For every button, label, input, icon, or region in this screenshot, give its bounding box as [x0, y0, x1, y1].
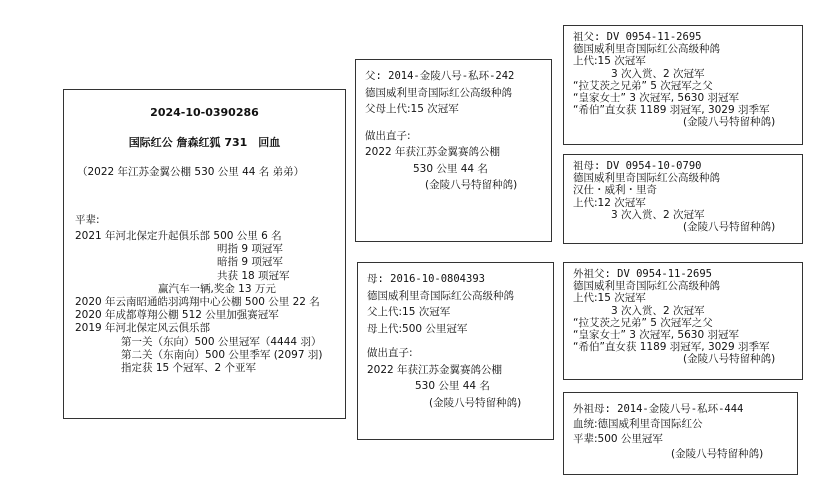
pedigree-line: “希伯”直女获 1189 羽冠军, 3029 羽季军	[573, 341, 770, 354]
mother-offspring-line: 530 公里 44 名	[415, 380, 490, 392]
maternal-grandmother-card	[563, 392, 798, 475]
pedigree-line: 3 次入赏、2 次冠军	[611, 208, 705, 221]
mother-strain: 德国威利里奇国际红公高级种鸽	[367, 289, 514, 302]
maternal-grandmother-loft: (金陵八号特留种鸽)	[671, 448, 764, 460]
pedigree-line: “希伯”直女获 1189 羽冠军, 3029 羽季军	[573, 104, 770, 117]
maternal-grandfather-card	[563, 262, 803, 380]
record-line: 赢汽车一辆,奖金 13 万元	[158, 282, 276, 295]
maternal-grandfather-ring: 外祖父: DV 0954-11-2695	[573, 268, 712, 280]
record-line: 共获 18 项冠军	[217, 269, 290, 282]
paternal-grandfather-card	[563, 25, 803, 145]
mother-offspring-line: 2022 年获江苏金翼赛鸽公棚	[367, 363, 503, 376]
pedigree-line: 德国威利里奇国际红公高级种鸽	[573, 280, 720, 293]
mother-ring-number: 母: 2016-10-0804393	[367, 273, 485, 285]
father-strain: 德国威利里奇国际红公高级种鸽	[365, 86, 512, 99]
subject-note: （2022 年江苏金翼公棚 530 公里 44 名 弟弟）	[77, 166, 305, 178]
mother-mother-record: 母上代:500 公里冠军	[367, 322, 468, 335]
father-offspring-line: 530 公里 44 名	[413, 162, 488, 175]
subject-ring-number: 2024-10-0390286	[150, 106, 259, 119]
mother-father-record: 父上代:15 次冠军	[367, 306, 451, 318]
sibling-records	[75, 230, 345, 375]
pedigree-line: 汉仕・威利・里奇	[573, 184, 657, 197]
paternal-grandfather-loft: (金陵八号特留种鸽)	[683, 116, 776, 129]
record-line: 暗指 9 项冠军	[217, 256, 283, 269]
pedigree-line: 3 次入赏、2 次冠军	[611, 304, 705, 317]
father-ring-number: 父: 2014-金陵八号-私环-242	[365, 70, 515, 82]
pedigree-line: 德国威利里奇国际红公高级种鸽	[573, 43, 720, 56]
father-loft: (金陵八号特留种鸽)	[425, 179, 518, 191]
sibling-record-label: 平辈:	[75, 214, 100, 226]
record-line: 2019 年河北保定风云俱乐部	[75, 322, 211, 335]
maternal-grandmother-bloodline: 血统:德国威利里奇国际红公	[573, 418, 703, 430]
father-parents-record: 父母上代:15 次冠军	[365, 103, 459, 115]
paternal-grandmother-loft: (金陵八号特留种鸽)	[683, 221, 776, 234]
record-line: 2020 年云南昭通皓羽鸿翔中心公棚 500 公里 22 名	[75, 296, 320, 309]
subject-card	[63, 89, 346, 419]
pedigree-line: 德国威利里奇国际红公高级种鸽	[573, 172, 720, 185]
pedigree-line: 上代:15 次冠军	[573, 55, 646, 68]
subject-name: 国际红公 詹森红狐 731 回血	[128, 136, 281, 149]
record-line: 明指 9 项冠军	[217, 243, 283, 256]
pedigree-line: “皇家女士” 3 次冠军, 5630 羽冠军	[573, 92, 739, 105]
record-line: 指定获 15 个冠军、2 个亚军	[121, 362, 257, 375]
pedigree-line: “拉艾茨之兄弟” 5 次冠军之父	[573, 316, 713, 329]
father-card	[355, 59, 552, 242]
record-line: 2021 年河北保定升起俱乐部 500 公里 6 名	[75, 230, 282, 242]
father-offspring-line: 2022 年获江苏金翼赛鸽公棚	[365, 146, 501, 158]
father-offspring-label: 做出直子:	[365, 129, 411, 142]
maternal-grandfather-loft: (金陵八号特留种鸽)	[683, 353, 776, 366]
paternal-grandfather-ring: 祖父: DV 0954-11-2695	[573, 31, 702, 43]
pedigree-line: 上代:15 次冠军	[573, 292, 646, 305]
maternal-grandmother-ring: 外祖母: 2014-金陵八号-私环-444	[573, 403, 744, 415]
pedigree-line: 3 次入赏、2 次冠军	[611, 67, 705, 80]
mother-offspring-label: 做出直子:	[367, 347, 413, 359]
mother-loft: (金陵八号特留种鸽)	[429, 396, 522, 409]
mother-card	[357, 262, 554, 440]
pedigree-line: “皇家女士” 3 次冠军, 5630 羽冠军	[573, 329, 739, 342]
record-line: 第二关（东南向）500 公里季军 (2097 羽)	[121, 348, 323, 361]
pedigree-line: 上代:12 次冠军	[573, 196, 646, 209]
record-line: 2020 年成都尊翔公棚 512 公里加强赛冠军	[75, 309, 279, 322]
pedigree-line: “拉艾茨之兄弟” 5 次冠军之父	[573, 79, 713, 92]
maternal-grandmother-sibling-record: 平辈:500 公里冠军	[573, 433, 663, 445]
record-line: 第一关（东向）500 公里冠军（4444 羽）	[121, 335, 322, 348]
paternal-grandmother-ring: 祖母: DV 0954-10-0790	[573, 160, 702, 172]
paternal-grandmother-card	[563, 154, 803, 244]
